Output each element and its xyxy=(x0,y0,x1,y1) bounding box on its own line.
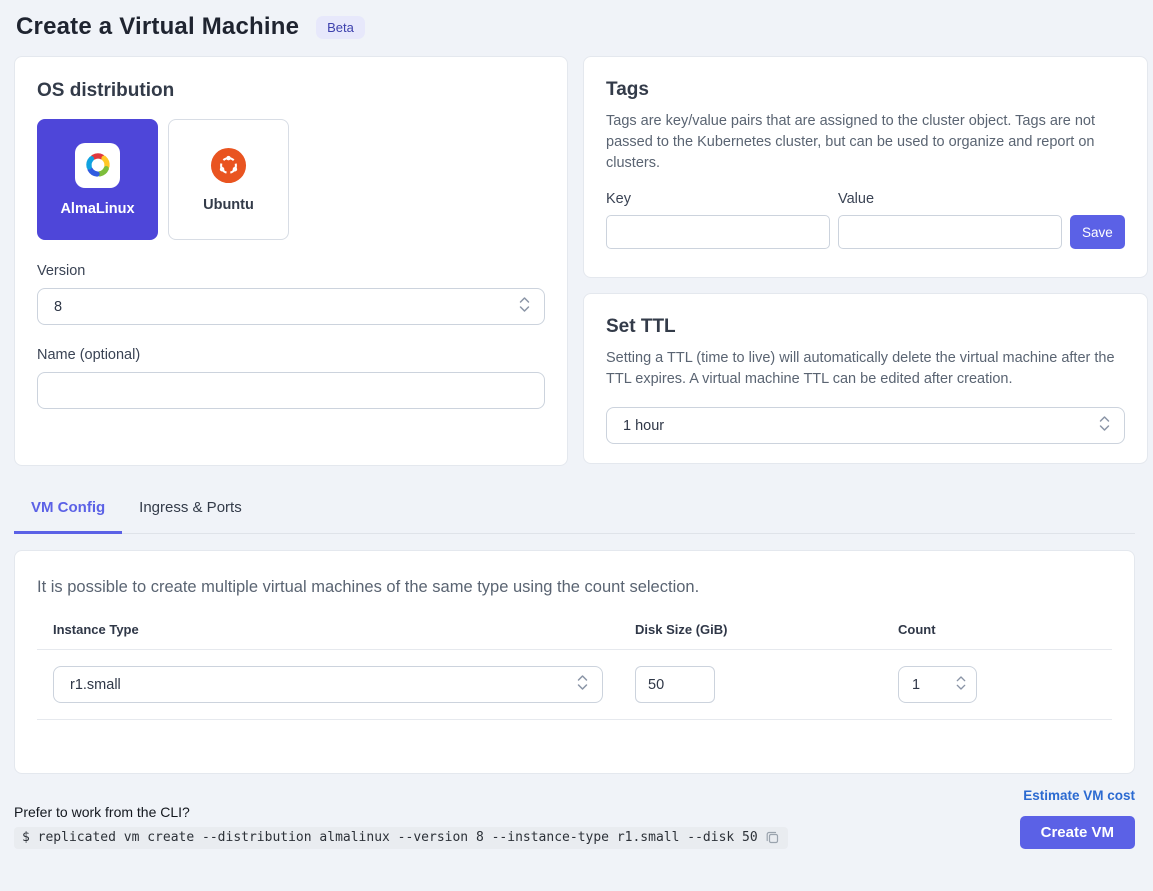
ttl-select-value: 1 hour xyxy=(623,417,665,434)
right-column xyxy=(583,56,1148,464)
tags-card xyxy=(583,56,1148,278)
vm-config-card xyxy=(14,550,1135,774)
beta-badge: Beta xyxy=(316,16,365,39)
cli-command: $ replicated vm create --distribution almalinux --version 8 --instance-type r1.small --disk 50 xyxy=(22,830,758,845)
page-title: Create a Virtual Machine xyxy=(16,13,300,40)
disk-size-input[interactable] xyxy=(635,666,715,703)
instance-type-value: r1.small xyxy=(70,676,121,693)
version-select[interactable] xyxy=(37,288,545,325)
os-distribution-title: OS distribution xyxy=(37,80,175,101)
tags-title: Tags xyxy=(606,79,649,100)
create-vm-button[interactable]: Create VM xyxy=(1020,816,1135,849)
copy-icon[interactable] xyxy=(765,830,780,845)
disk-size-cell xyxy=(619,666,882,703)
config-tabs xyxy=(14,486,1135,534)
tags-description: Tags are key/value pairs that are assigned to the cluster object. Tags are not passed to the Kubernetes cluster, but can be used to organize and report on clusters. xyxy=(606,113,1095,172)
ubuntu-icon xyxy=(210,147,247,184)
vm-table xyxy=(37,622,1112,720)
estimate-vm-cost-link[interactable]: Estimate VM cost xyxy=(1023,788,1135,803)
tag-value-label: Value xyxy=(838,191,875,208)
vm-table-header xyxy=(37,622,1112,650)
tab-ingress-ports[interactable]: Ingress & Ports xyxy=(139,499,242,516)
vm-table-row xyxy=(37,650,1112,720)
chevron-updown-icon xyxy=(1098,415,1111,436)
chevron-updown-icon xyxy=(518,296,531,317)
version-select-value: 8 xyxy=(54,298,63,315)
os-tile-almalinux[interactable] xyxy=(37,119,158,240)
page-header xyxy=(14,0,1135,56)
instance-type-select[interactable] xyxy=(53,666,603,703)
column-count: Count xyxy=(898,622,936,637)
ttl-title: Set TTL xyxy=(606,316,676,337)
os-tile-label-almalinux: AlmaLinux xyxy=(60,200,135,217)
chevron-updown-icon xyxy=(955,675,967,695)
ttl-description: Setting a TTL (time to live) will automatically delete the virtual machine after the TTL expires. A virtual machine TTL can be edited after creation. xyxy=(606,350,1115,388)
count-value: 1 xyxy=(912,676,921,693)
name-label: Name (optional) xyxy=(37,347,141,363)
footer-actions xyxy=(1020,788,1135,849)
page-footer xyxy=(14,788,1135,849)
column-instance-type: Instance Type xyxy=(53,622,139,637)
tag-key-input[interactable] xyxy=(606,215,830,249)
ttl-select[interactable] xyxy=(606,407,1125,444)
chevron-updown-icon xyxy=(576,674,589,695)
cli-command-pill xyxy=(14,827,788,849)
name-input[interactable] xyxy=(37,372,545,409)
tags-form xyxy=(606,191,1125,249)
vm-config-note: It is possible to create multiple virtual machines of the same type using the count selection. xyxy=(37,578,700,596)
cli-block xyxy=(14,804,788,849)
tag-value-input[interactable] xyxy=(838,215,1062,249)
os-tile-label-ubuntu: Ubuntu xyxy=(203,196,254,213)
os-tiles xyxy=(37,119,545,240)
tab-vm-config[interactable]: VM Config xyxy=(14,486,122,534)
count-stepper[interactable] xyxy=(898,666,977,703)
cli-prompt: Prefer to work from the CLI? xyxy=(14,804,190,820)
top-cards-grid xyxy=(14,56,1135,466)
column-disk-size: Disk Size (GiB) xyxy=(635,622,728,637)
instance-type-cell xyxy=(37,666,619,703)
almalinux-icon xyxy=(75,143,120,188)
tag-value-field xyxy=(838,191,1062,249)
version-label: Version xyxy=(37,263,86,279)
save-tag-button[interactable]: Save xyxy=(1070,215,1125,249)
ttl-card xyxy=(583,293,1148,464)
os-tile-ubuntu[interactable] xyxy=(168,119,289,240)
tag-key-label: Key xyxy=(606,191,631,208)
tag-key-field xyxy=(606,191,830,249)
count-cell xyxy=(882,666,1112,703)
os-distribution-card xyxy=(14,56,568,466)
